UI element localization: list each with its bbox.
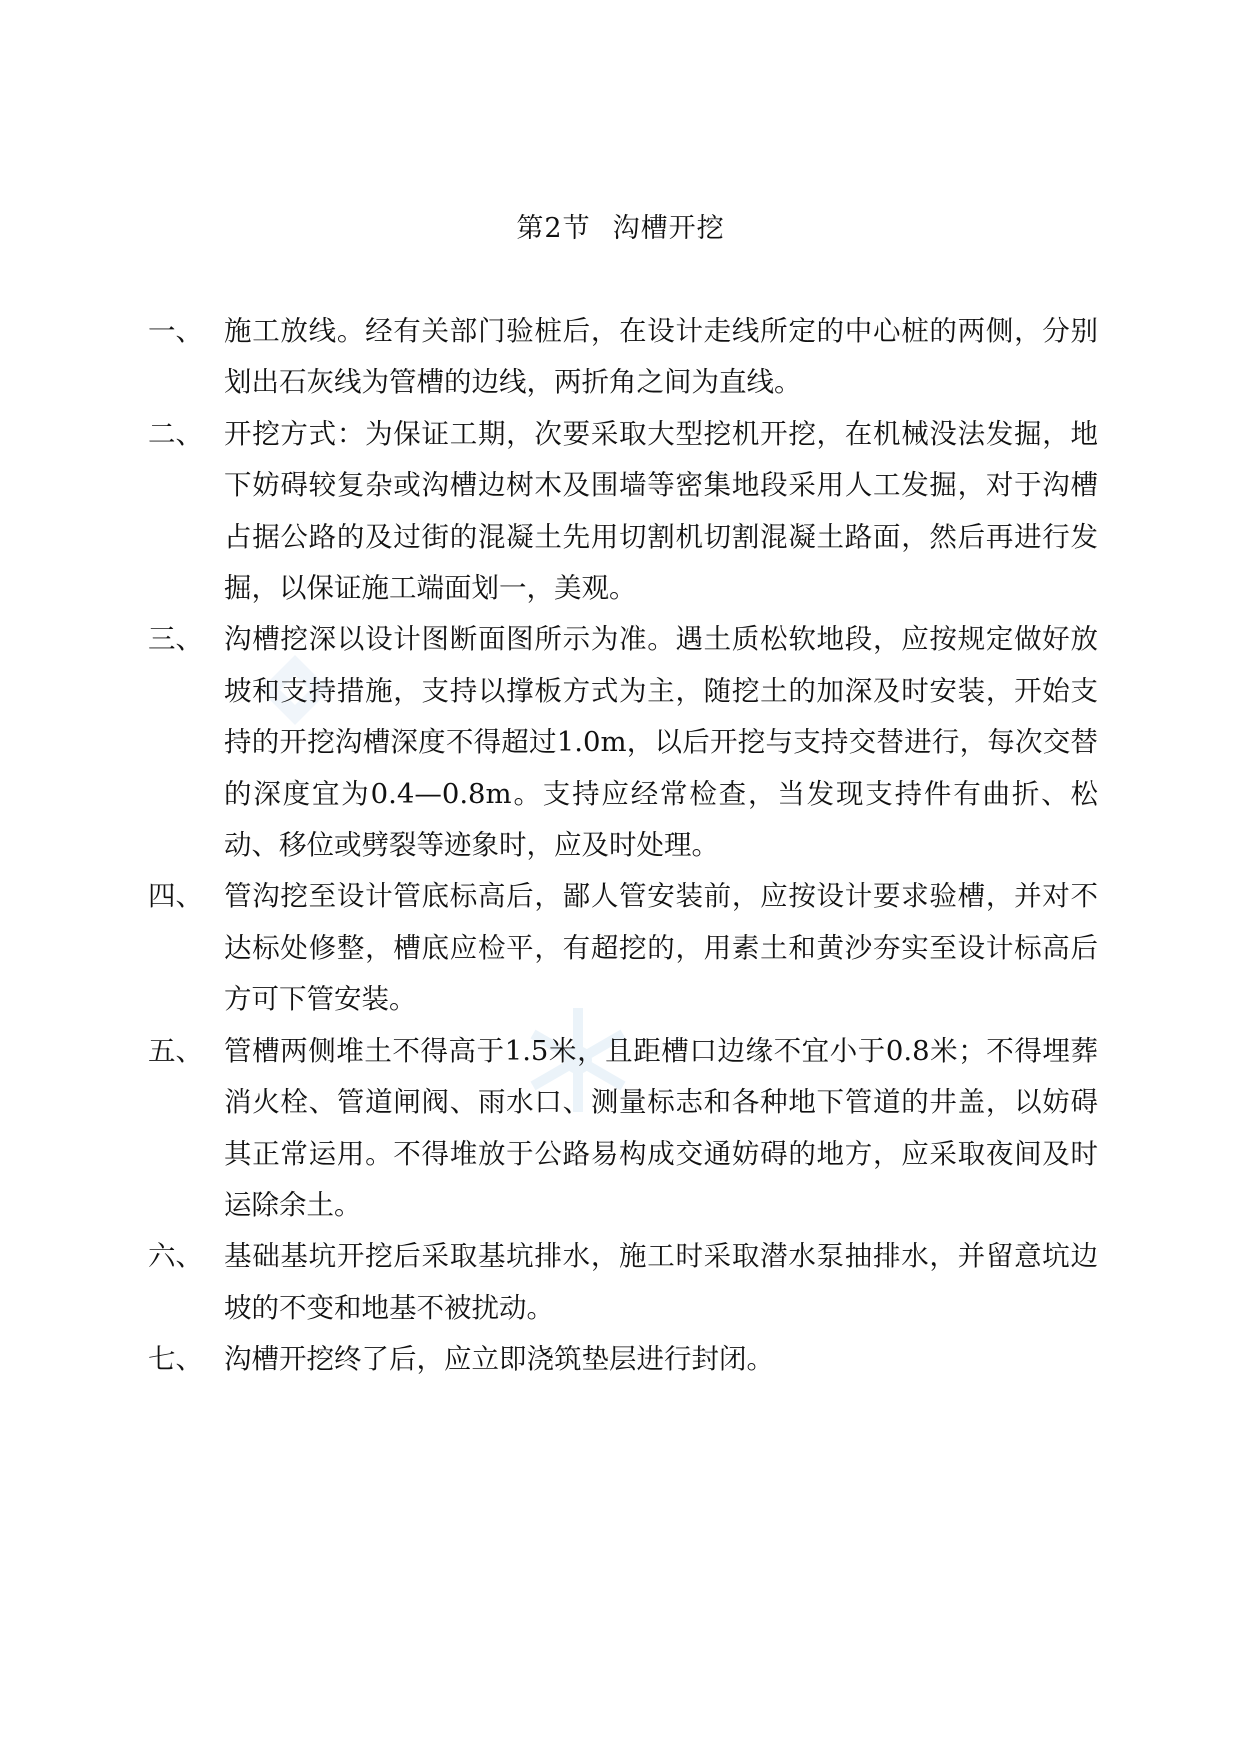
item-number: 五、: [148, 1034, 203, 1067]
list-item: [148, 1334, 1098, 1385]
item-text: 沟槽开挖终了后，应立即浇筑垫层进行封闭。: [224, 1343, 774, 1376]
item-text: 基础基坑开挖后采取基坑排水，施工时采取潜水泵抽排水，并留意坑边坡的不变和地基不被扰动。: [224, 1240, 1098, 1324]
item-text: 开挖方式：为保证工期，次要采取大型挖机开挖，在机械没法发掘，地下妨碍较复杂或沟槽边树木及围墙等密集地段采用人工发掘，对于沟槽占据公路的及过街的混凝土先用切割机切割混凝土路面，然后再进行发掘，以保证施工端面划一，美观。: [224, 417, 1098, 605]
section-heading: 沟槽开挖: [612, 213, 725, 244]
item-number: 四、: [148, 880, 203, 913]
item-number: 七、: [148, 1343, 203, 1376]
section-title: [0, 206, 1241, 245]
list-item: [148, 409, 1098, 615]
construction-steps-list: [148, 306, 1098, 1386]
item-number: 六、: [148, 1240, 203, 1273]
item-text: 沟槽挖深以设计图断面图所示为准。遇土质松软地段，应按规定做好放坡和支持措施，支持以撑板方式为主，随挖土的加深及时安装，开始支持的开挖沟槽深度不得超过1.0m，以后开挖与支持交替进行，每次交替的深度宜为0.4—0.8m。支持应经常检查，当发现支持件有曲折、松动、移位或劈裂等迹象时，应及时处理。: [224, 623, 1098, 862]
item-number: 二、: [148, 417, 203, 450]
item-number: 三、: [148, 623, 203, 656]
item-text: 管沟挖至设计管底标高后，鄙人管安装前，应按设计要求验槽，并对不达标处修整，槽底应检平，有超挖的，用素土和黄沙夯实至设计标高后方可下管安装。: [224, 880, 1098, 1016]
list-item: [148, 1026, 1098, 1232]
list-item: [148, 1231, 1098, 1334]
item-text: 施工放线。经有关部门验桩后，在设计走线所定的中心桩的两侧，分别划出石灰线为管槽的边线，两折角之间为直线。: [224, 315, 1098, 399]
section-number: 第2节: [516, 213, 591, 244]
item-text: 管槽两侧堆土不得高于1.5米，且距槽口边缘不宜小于0.8米；不得埋葬消火栓、管道闸阀、雨水口、测量标志和各种地下管道的井盖，以妨碍其正常运用。不得堆放于公路易构成交通妨碍的地方，应采取夜间及时运除余土。: [224, 1034, 1098, 1221]
list-item: [148, 614, 1098, 871]
list-item: [148, 306, 1098, 409]
list-item: [148, 871, 1098, 1025]
item-number: 一、: [148, 315, 203, 347]
